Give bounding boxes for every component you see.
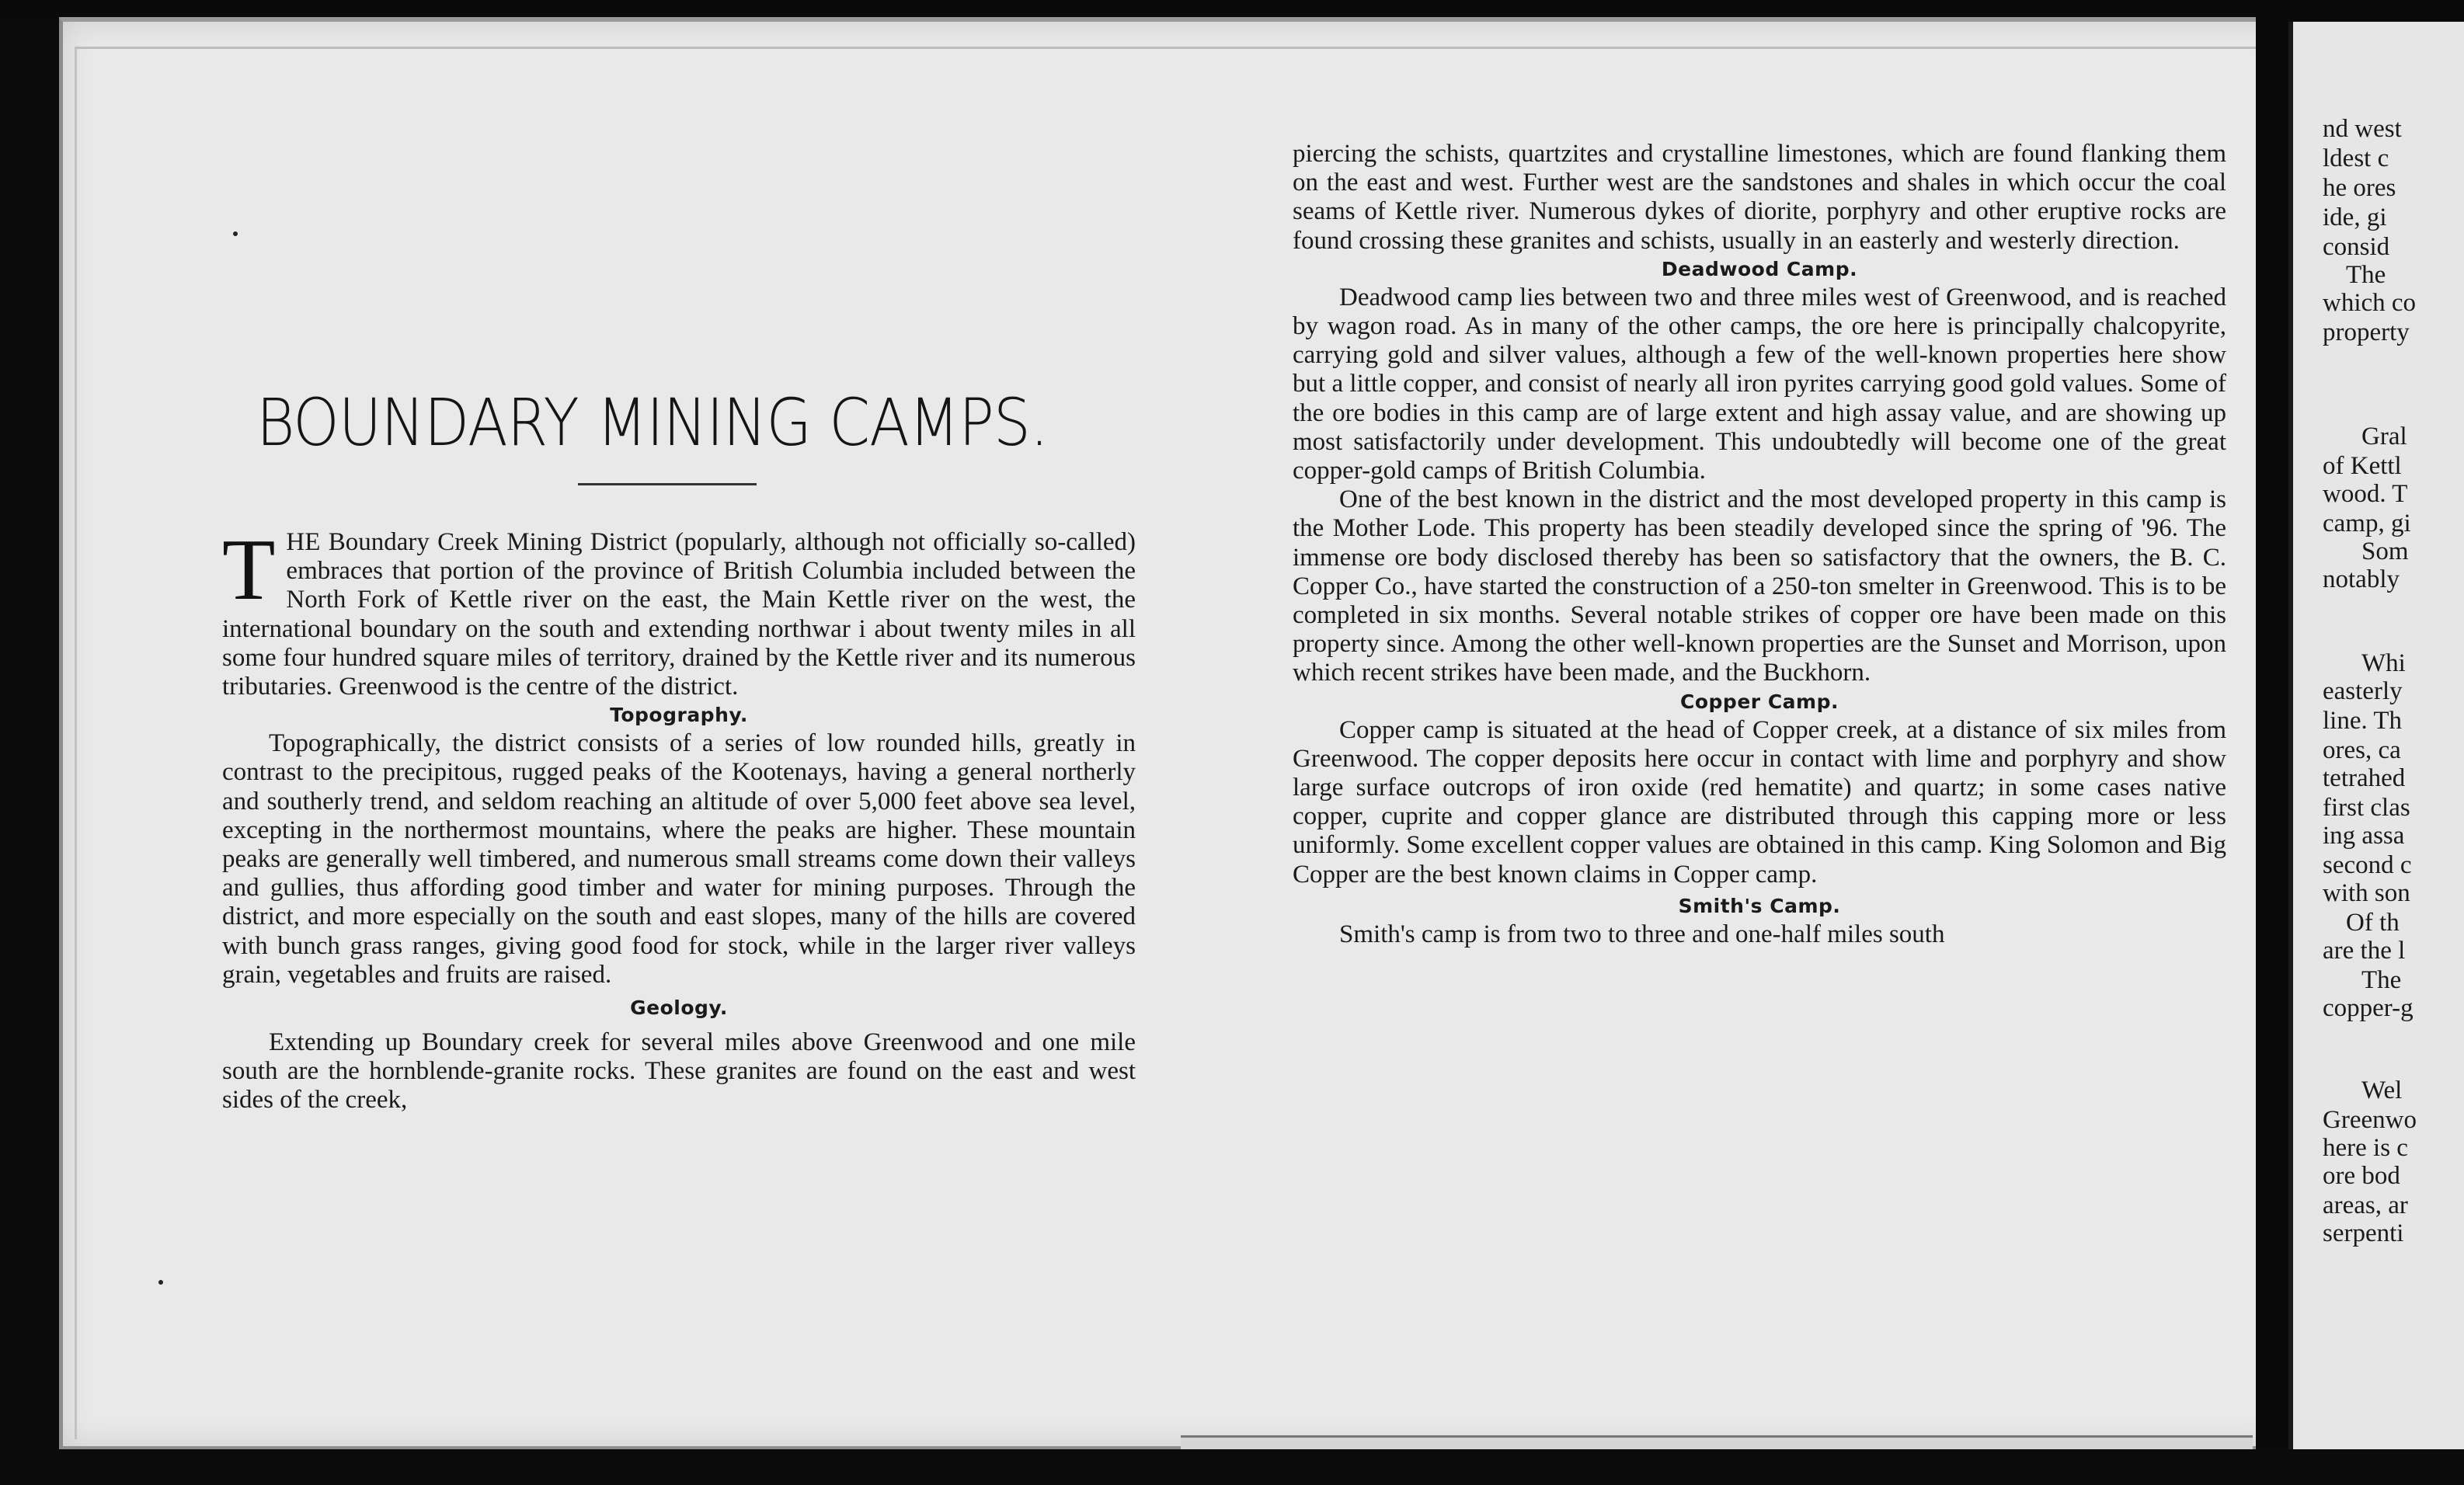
- deadwood-paragraph-2: One of the best known in the district and the most developed property in this camp is the Mother Lode. This property has been steadily developed since the spring of '96. The immense ore body disclosed thereby has been so satisfactory that the owners, the B. C. Copper Co., have started the construction of a 250-ton smelter in Greenwood. This is to be completed in six months. Several notable strikes of copper ore have been made on this property since. Among the other well-known properties are the Sunset and Morrison, upon which recent strikes have been made, and the Buckhorn.: [1293, 485, 2226, 687]
- copper-paragraph: Copper camp is situated at the head of Copper creek, at a distance of six miles from Greenwood. The copper deposits here occur in contact with lime and porphyry and show large surface outcrops of iron oxide (red hematite) and quartz; in some cases native copper, cuprite and copper glance are distributed through this capping more or less uniformly. Some excellent copper values are obtained in this camp. King Solomon and Big Copper are the best known claims in Copper camp.: [1293, 715, 2226, 889]
- drop-cap: T: [222, 522, 276, 618]
- print-speck: [233, 231, 238, 236]
- fragment-line: property: [2323, 318, 2410, 346]
- fragment-line: Wel: [2361, 1076, 2403, 1104]
- fragment-line: camp, gi: [2323, 509, 2411, 537]
- fragment-line: easterly: [2323, 677, 2403, 705]
- smiths-heading: Smith's Camp.: [1678, 894, 1841, 917]
- fragment-line: Of th: [2346, 909, 2400, 937]
- topography-heading: Topography.: [610, 704, 748, 727]
- fragment-line: ores, ca: [2323, 736, 2401, 764]
- fragment-line: here is c: [2323, 1134, 2408, 1162]
- fragment-line: Greenwo: [2323, 1106, 2417, 1134]
- print-speck: [158, 1280, 163, 1285]
- topography-paragraph: Topographically, the district consists of a series of low rounded hills, greatly in contrast to the precipitous, rugged peaks of the Kootenays, having a general northerly and southerly trend, and seldom reaching an altitude of over 5,000 feet above sea level, excepting in the northermost mountains, where the peaks are higher. These mountain peaks are generally well timbered, and numerous small streams come down their valleys and gullies, thus affording good timber and water for mining purposes. Through the district, and more especially on the south and east slopes, many of the hills are covered with bunch grass ranges, giving good food for stock, while in the larger river valleys grain, vegetables and fruits are raised.: [222, 729, 1136, 989]
- fragment-line: tetrahed: [2323, 764, 2406, 792]
- fragment-line: first clas: [2323, 794, 2410, 822]
- fragment-line: ore bod: [2323, 1162, 2400, 1190]
- copper-heading: Copper Camp.: [1680, 690, 1839, 713]
- right-text-column: [1293, 140, 2226, 949]
- fragment-line: ing assa: [2323, 822, 2405, 850]
- fragment-line: nd west: [2323, 115, 2402, 143]
- fragment-line: second c: [2323, 851, 2412, 879]
- title-divider: [578, 483, 757, 485]
- continuation-paragraph: piercing the schists, quartzites and crystalline limestones, which are found flanking them on the east and west. Further west are the sandstones and shales in which occur the coal seams of Kettle river. Numerous dykes of diorite, porphyry and other eruptive rocks are found crossing these granites and schists, usually in an easterly and westerly direction.: [1293, 140, 2226, 255]
- scan-border-bottom: [0, 1449, 2464, 1485]
- fragment-line: The: [2361, 966, 2402, 994]
- smiths-paragraph: Smith's camp is from two to three and one-half miles south: [1339, 920, 1945, 948]
- deadwood-paragraph-1: Deadwood camp lies between two and three miles west of Greenwood, and is reached by wagon road. As in many of the other camps, the ore here is principally chalcopyrite, carrying gold and silver values, although a few of the well-known properties here show but a little copper, and consist of nearly all iron pyrites carrying good gold values. Some of the ore bodies in this camp are of large extent and high assay value, and are showing up most satisfactorily under development. This undoubtedly will become one of the great copper-gold camps of British Columbia.: [1293, 283, 2226, 485]
- intro-paragraph: [222, 522, 1136, 701]
- fragment-line: ldest c: [2323, 144, 2389, 172]
- fragment-line: are the l: [2323, 937, 2406, 965]
- intro-text: HE Boundary Creek Mining District (popularly, although not officially so-called) embraces that portion of the province of British Columbia included between the North Fork of Kettle river on the east, the Main Kettle river on the west, the international boundary on the south and extending northwar i about twenty miles in all some four hundred square miles of territory, drained by the Kettle river and its numerous tributaries. Greenwood is the centre of the district.: [222, 528, 1136, 701]
- fragment-line: notably: [2323, 565, 2400, 593]
- geology-paragraph: Extending up Boundary creek for several miles above Greenwood and one mile south are the hornblende-granite rocks. These granites are found on the east and west sides of the creek,: [222, 1028, 1136, 1115]
- fragment-line: line. Th: [2323, 707, 2403, 735]
- fragment-line: wood. T: [2323, 480, 2408, 508]
- fragment-line: ide, gi: [2323, 203, 2387, 231]
- left-text-column: [222, 522, 1136, 1115]
- fragment-line: Gral: [2361, 423, 2407, 450]
- fragment-line: consid: [2323, 233, 2390, 261]
- fragment-line: which co: [2323, 289, 2417, 317]
- deadwood-heading: Deadwood Camp.: [1661, 257, 1858, 280]
- fragment-line: copper-g: [2323, 994, 2414, 1022]
- page-title: BOUNDARY MINING CAMPS.: [256, 384, 1049, 461]
- geology-heading: Geology.: [630, 996, 728, 1020]
- fragment-line: he ores: [2323, 174, 2396, 202]
- fragment-line: Whi: [2361, 649, 2406, 677]
- fragment-line: serpenti: [2323, 1219, 2404, 1247]
- fragment-line: The: [2346, 261, 2386, 289]
- fragment-line: Som: [2361, 537, 2409, 565]
- fragment-line: of Kettl: [2323, 452, 2402, 480]
- fragment-line: with son: [2323, 879, 2410, 907]
- fragment-line: areas, ar: [2323, 1191, 2408, 1219]
